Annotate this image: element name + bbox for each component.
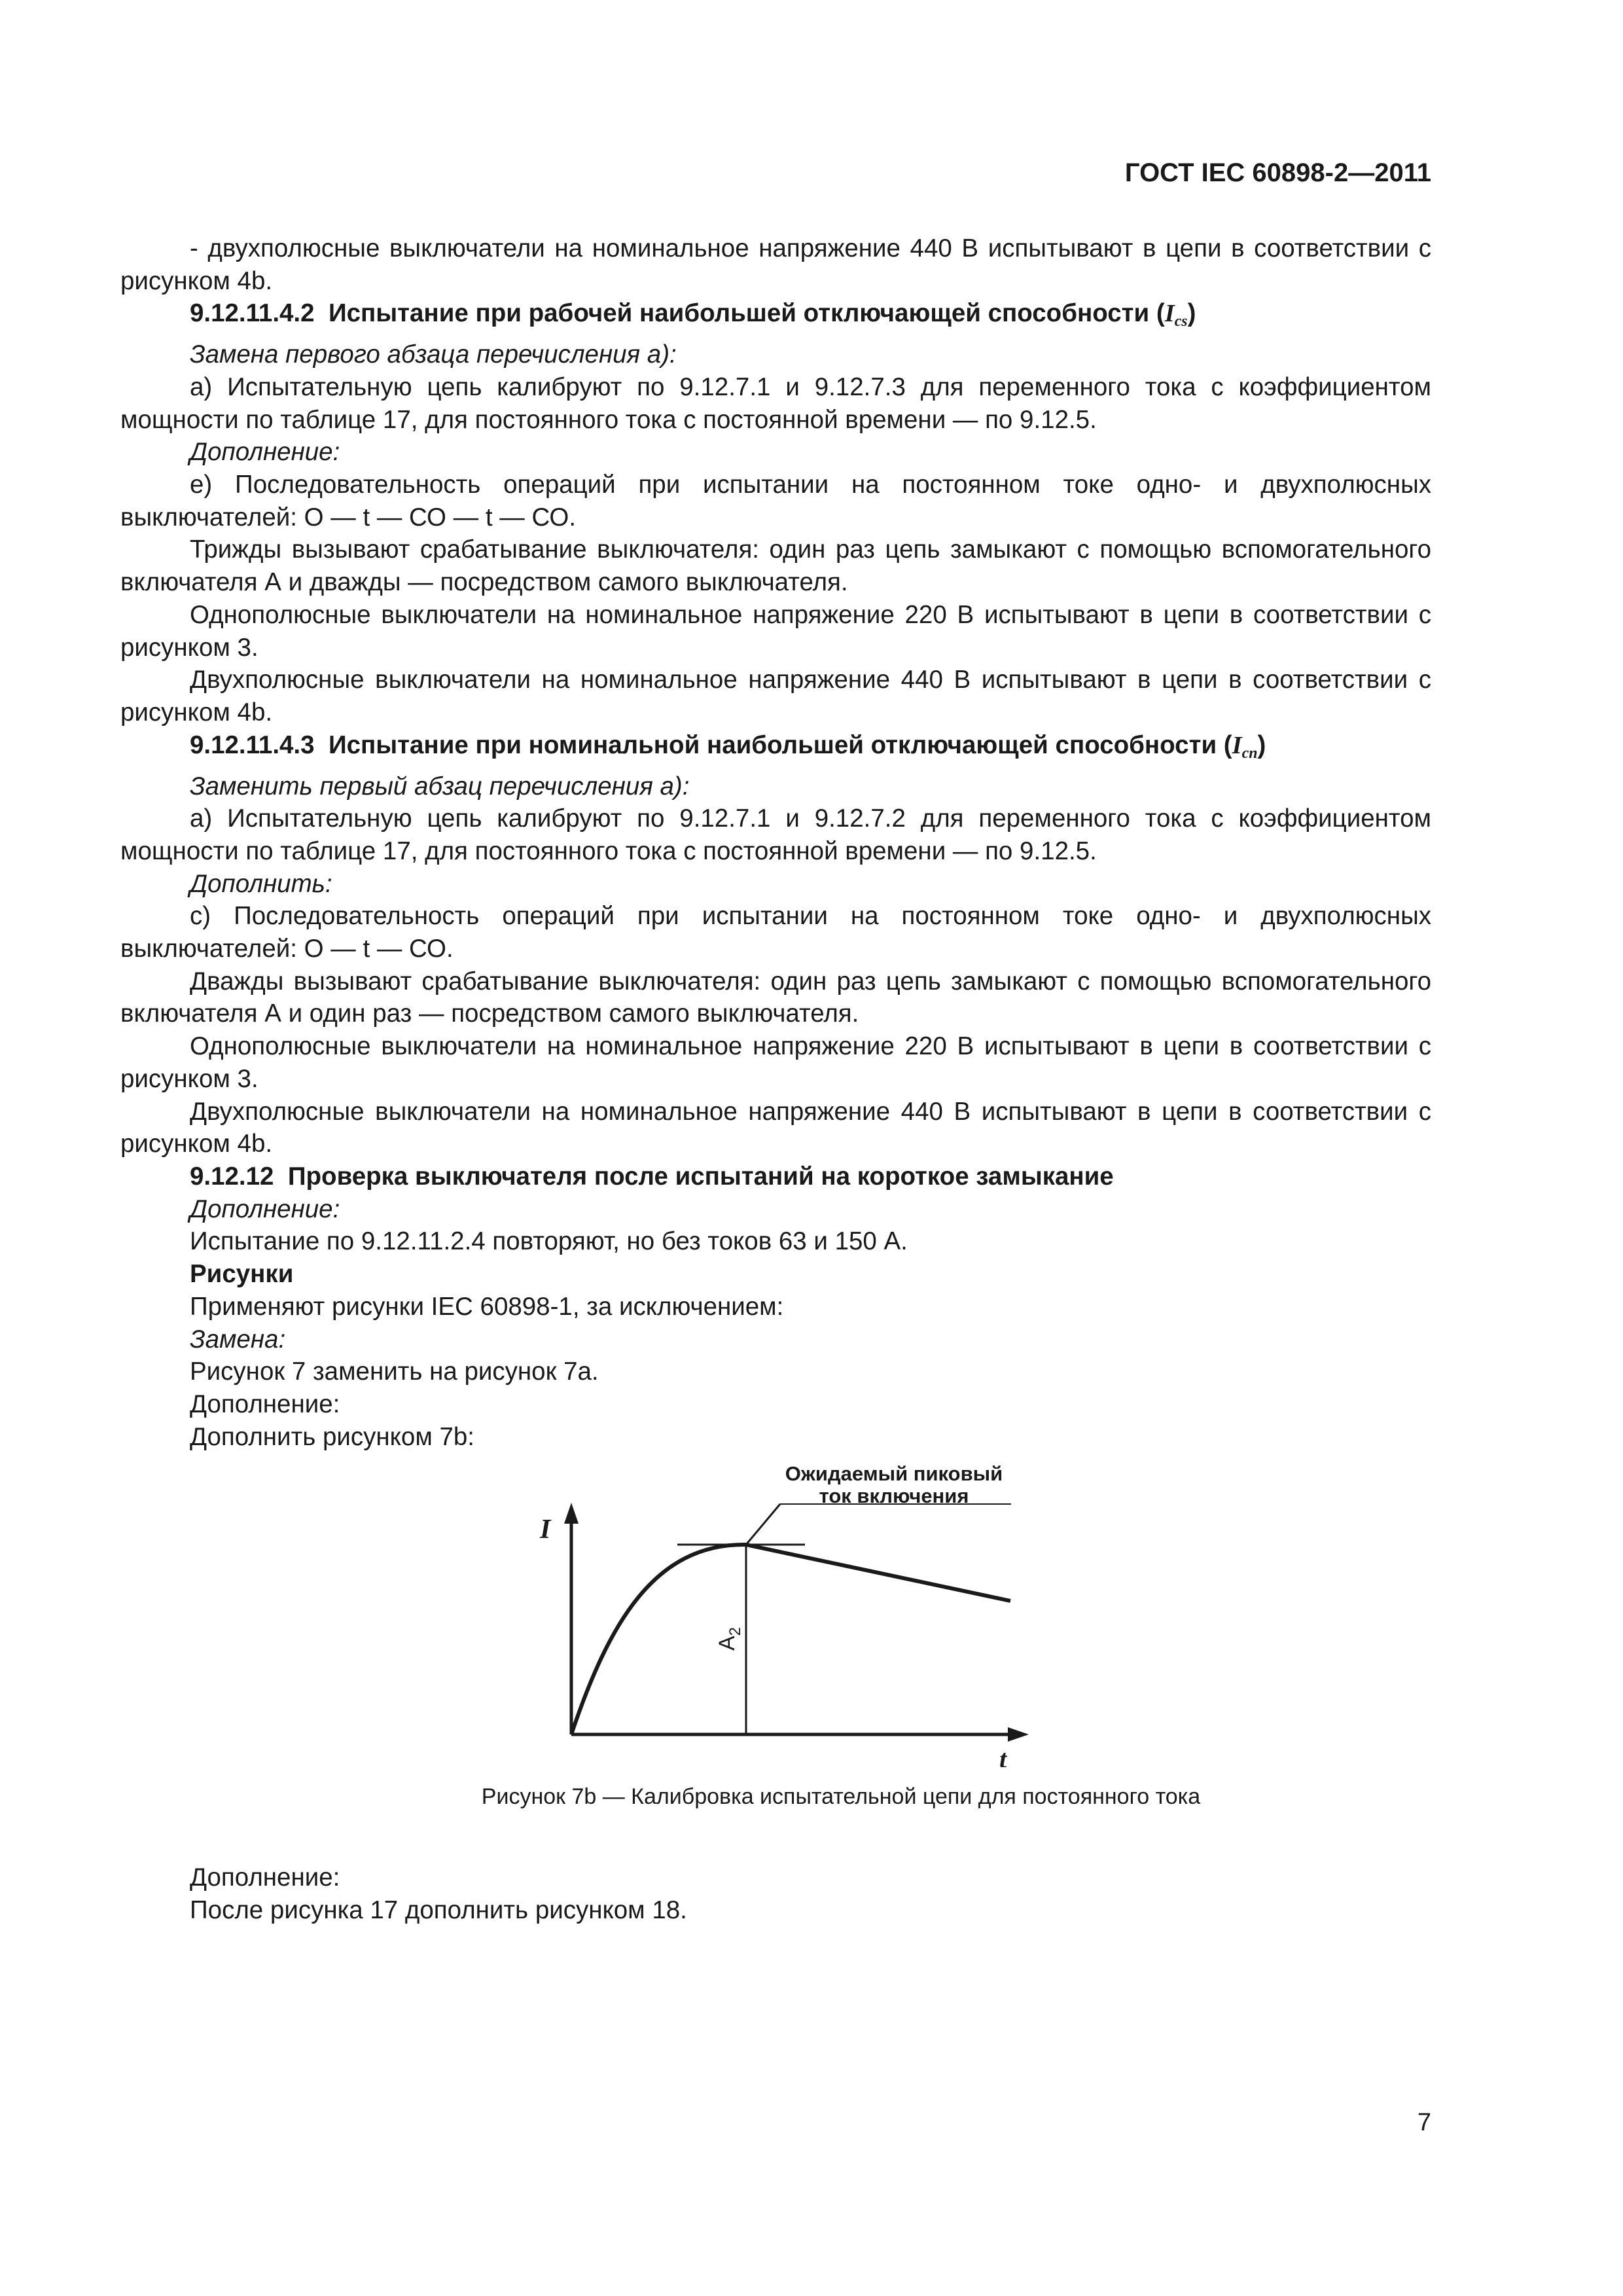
section-title-close: ) — [1187, 299, 1196, 328]
a2-letter: A — [715, 1636, 740, 1651]
paragraph: Двухполюсные выключатели на номинальное напряжение 440 В испытывают в цепи в соответствии с рисунком 4b. — [120, 1097, 1431, 1158]
paragraph-italic: Дополнить: — [190, 869, 332, 898]
paragraph: Однополюсные выключатели на номинальное напряжение 220 В испытывают в цепи в соответствии с рисунком 3. — [120, 1032, 1431, 1093]
paragraph-italic: Заменить первый абзац перечисления а): — [190, 772, 690, 800]
paragraph: После рисунка 17 дополнить рисунком 18. — [190, 1895, 687, 1924]
current-decay-line — [746, 1545, 1010, 1601]
calibration-diagram — [524, 1460, 1034, 1767]
annotation-line-1: Ожидаемый пиковый — [785, 1462, 1003, 1485]
paragraph: Дополнение: — [190, 1390, 340, 1418]
paragraph: Однополюсные выключатели на номинальное напряжение 220 В испытывают в цепи в соответствии с рисунком 3. — [120, 600, 1431, 662]
figure-caption: Рисунок 7b — Калибровка испытательной цепи для постоянного тока — [481, 1784, 1201, 1809]
paragraph: а) Испытательную цепь калибруют по 9.12.7.1 и 9.12.7.2 для переменного тока с коэффициентом мощности по таблице 17, для постоянного тока с постоянной времени — по 9.12.5. — [120, 804, 1431, 865]
subheading-figures: Рисунки — [190, 1260, 294, 1289]
tail-block — [190, 1861, 687, 1926]
x-axis-label: t — [999, 1744, 1007, 1767]
paragraph: - двухполюсные выключатели на номинальное напряжение 440 В испытывают в цепи в соответствии с рисунком 4b. — [120, 234, 1431, 295]
symbol-subscript: cs — [1174, 313, 1188, 331]
section-title: Испытание при рабочей наибольшей отключающей способности ( — [328, 299, 1165, 328]
y-axis-label: I — [540, 1515, 551, 1545]
symbol-letter: I — [1232, 731, 1242, 759]
symbol-letter: I — [1164, 300, 1175, 328]
section-number: 9.12.12 — [190, 1162, 274, 1191]
paragraph-italic: Замена: — [190, 1325, 286, 1354]
figure-7b-diagram — [524, 1460, 1034, 1767]
document-body — [120, 232, 1431, 1453]
symbol-icn — [1232, 731, 1258, 762]
paragraph: Двухполюсные выключатели на номинальное напряжение 440 В испытывают в цепи в соответствии с рисунком 4b. — [120, 666, 1431, 726]
section-number: 9.12.11.4.3 — [190, 730, 315, 759]
section-title: Проверка выключателя после испытаний на короткое замыкание — [287, 1162, 1114, 1191]
a2-subscript: 2 — [726, 1626, 744, 1636]
paragraph-italic: Замена первого абзаца перечисления а): — [190, 340, 677, 369]
paragraph: е) Последовательность операций при испытании на постоянном токе одно- и двухполюсных выключателей: О — t — СО — t — СО. — [120, 471, 1431, 531]
y-axis-arrow — [564, 1503, 579, 1524]
document-header: ГОСТ IEC 60898-2—2011 — [1124, 158, 1431, 187]
section-number: 9.12.11.4.2 — [190, 299, 315, 328]
symbol-subscript: cn — [1241, 744, 1258, 762]
paragraph: Дополнение: — [190, 1863, 340, 1892]
paragraph: с) Последовательность операций при испытании на постоянном токе одно- и двухполюсных выключателей: О — t — СО. — [120, 902, 1431, 963]
section-heading-9-12-12 — [120, 1160, 1431, 1193]
paragraph: Трижды вызывают срабатывание выключателя: один раз цепь замыкают с помощью вспомогательного включателя А и дважды — посредством самого выключателя. — [120, 535, 1431, 597]
paragraph: Применяют рисунки IEC 60898-1, за исключением: — [190, 1292, 784, 1321]
paragraph: а) Испытательную цепь калибруют по 9.12.7.1 и 9.12.7.3 для переменного тока с коэффициентом мощности по таблице 17, для постоянного тока с постоянной времени — по 9.12.5. — [120, 372, 1431, 434]
section-heading-9-12-11-4-3 — [120, 729, 1431, 770]
page-number: 7 — [1417, 2109, 1431, 2136]
a2-label-text — [715, 1627, 744, 1651]
x-axis-arrow — [1008, 1727, 1029, 1742]
section-heading-9-12-11-4-2 — [120, 297, 1431, 338]
paragraph: Дополнить рисунком 7b: — [190, 1422, 475, 1451]
a2-label — [715, 1627, 744, 1651]
annotation-leader-line — [746, 1504, 780, 1545]
symbol-ics — [1164, 300, 1188, 331]
annotation-line-2: ток включения — [819, 1484, 969, 1507]
section-title: Испытание при номинальной наибольшей отключающей способности ( — [328, 730, 1232, 759]
paragraph: Дважды вызывают срабатывание выключателя: один раз цепь замыкают с помощью вспомогательного включателя А и один раз — посредством самого выключателя. — [120, 967, 1431, 1028]
paragraph: Испытание по 9.12.11.2.4 повторяют, но без токов 63 и 150 А. — [190, 1227, 908, 1256]
paragraph: Рисунок 7 заменить на рисунок 7а. — [190, 1357, 599, 1386]
paragraph-italic: Дополнение: — [190, 1194, 340, 1223]
paragraph-italic: Дополнение: — [190, 438, 340, 467]
section-title-close: ) — [1257, 730, 1266, 759]
